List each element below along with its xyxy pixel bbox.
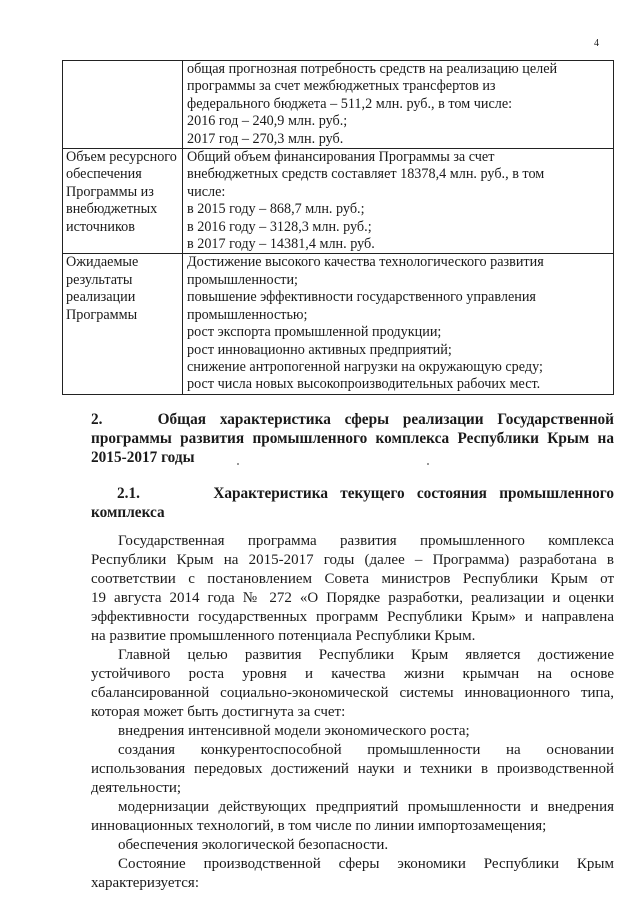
section-number: 2.	[91, 411, 103, 428]
table-line: в 2016 году – 3128,3 млн. руб.;	[187, 218, 372, 235]
paragraph-line: на развитие промышленного потенциала Республики Крым.	[91, 628, 476, 644]
table-label-cell	[63, 61, 183, 149]
program-info-table	[62, 60, 614, 395]
section-2-title-line	[91, 410, 614, 429]
table-line: снижение антропогенной нагрузки на окружающую среду;	[187, 358, 543, 375]
paragraph-2	[91, 646, 614, 722]
paragraph-6	[91, 836, 614, 855]
paragraph-line: устойчивого роста уровня и качества жизни крымчан на основе	[91, 666, 614, 682]
scan-speck	[427, 463, 429, 465]
paragraph-line: характеризуется:	[91, 875, 199, 891]
paragraph-line: 19 августа 2014 года № 272 «О Порядке разработки, реализации и оценки	[91, 590, 614, 606]
table-line: в 2017 году – 14381,4 млн. руб.	[187, 236, 375, 253]
table-line: общая прогнозная потребность средств на реализацию целей	[187, 61, 558, 77]
paragraph-7	[91, 855, 614, 893]
table-line: Достижение высокого качества технологического развития	[187, 254, 544, 271]
paragraph-line: сбалансированной социально-экономической системы инновационного типа,	[91, 685, 614, 701]
table-label-line: Программы	[66, 306, 138, 323]
table-label-line: Программы из	[66, 183, 154, 200]
table-line: внебюджетных средств составляет 18378,4 млн. руб., в том	[187, 166, 545, 183]
table-line: программы за счет межбюджетных трансфертов из	[187, 78, 496, 95]
paragraph-line: Республики Крым на 2015-2017 годы (далее – Программа) разработана в	[91, 552, 614, 568]
table-content-cell	[183, 254, 614, 394]
table-line: 2016 год – 240,9 млн. руб.;	[187, 113, 348, 130]
paragraph-line: внедрения интенсивной модели экономического роста;	[118, 723, 470, 739]
section-2-title-line: 2015-2017 годы	[91, 449, 195, 466]
table-label-line: Ожидаемые	[66, 254, 139, 271]
table-label-line: результаты	[66, 271, 133, 288]
table-label-line: Объем ресурсного	[66, 149, 177, 166]
table-content-cell	[183, 149, 614, 254]
section-2-1-heading	[117, 484, 614, 503]
table-row	[63, 149, 614, 254]
table-line: рост экспорта промышленной продукции;	[187, 324, 442, 341]
table-line: рост числа новых высокопроизводительных рабочих мест.	[187, 376, 541, 393]
table-line: повышение эффективности государственного управления	[187, 289, 536, 306]
paragraph-line: деятельности;	[91, 780, 182, 796]
table-line: 2017 год – 270,3 млн. руб.	[187, 130, 344, 147]
section-2-1-title-line-text: Характеристика текущего состояния промышленного	[213, 485, 615, 502]
paragraph-line: эффективности государственных программ Республики Крым» и направлена	[91, 609, 614, 625]
paragraph-3	[91, 722, 614, 741]
paragraph-line: модернизации действующих предприятий промышленности и внедрения	[118, 799, 614, 815]
page-number: 4	[594, 38, 599, 49]
section-2-1-heading-cont	[91, 503, 614, 522]
paragraph-line: Главной целью развития Республики Крым является достижение	[118, 647, 614, 663]
table-label-cell	[63, 149, 183, 254]
table-line: промышленности;	[187, 271, 298, 288]
table-row	[63, 254, 614, 394]
paragraph-5	[91, 798, 614, 836]
table-row	[63, 61, 614, 149]
table-line: федерального бюджета – 511,2 млн. руб., в том числе:	[187, 95, 513, 112]
paragraph-1	[91, 532, 614, 646]
table-line: в 2015 году – 868,7 млн. руб.;	[187, 201, 365, 218]
table-label-line: внебюджетных	[66, 201, 158, 218]
paragraph-line: соответствии с постановлением Совета министров Республики Крым от	[91, 571, 614, 587]
scan-speck	[237, 463, 239, 465]
paragraph-line: которая может быть достигнута за счет:	[91, 704, 346, 720]
table-label-line: источников	[66, 218, 135, 235]
section-2-title-line: программы развития промышленного комплекса Республики Крым на	[91, 430, 614, 447]
table-label-line: реализации	[66, 289, 136, 306]
paragraph-line: Состояние производственной сферы экономики Республики Крым	[118, 856, 614, 872]
table-label-line: обеспечения	[66, 166, 142, 183]
table-content-cell	[183, 61, 614, 149]
paragraph-line: создания конкурентоспособной промышленности на основании	[118, 742, 614, 758]
paragraph-line: инновационных технологий, в том числе по линии импортозамещения;	[91, 818, 547, 834]
section-2-title-line-text: Общая характеристика сферы реализации Государственной	[157, 411, 614, 428]
section-2-1-title-line: комплекса	[91, 504, 165, 521]
paragraph-line: Государственная программа развития промышленного комплекса	[118, 533, 614, 549]
table-label-cell	[63, 254, 183, 394]
section-2-1-title-line	[117, 484, 614, 503]
table-line: Общий объем финансирования Программы за счет	[187, 149, 495, 166]
paragraph-line: обеспечения экологической безопасности.	[118, 837, 389, 853]
section-number: 2.1.	[117, 485, 140, 502]
table-line: рост инновационно активных предприятий;	[187, 341, 452, 358]
paragraph-4	[91, 741, 614, 798]
table-line: числе:	[187, 183, 226, 200]
paragraph-line: использования передовых достижений науки и техники в производственной	[91, 761, 614, 777]
table-line: промышленностью;	[187, 306, 308, 323]
section-2-heading	[91, 410, 614, 467]
